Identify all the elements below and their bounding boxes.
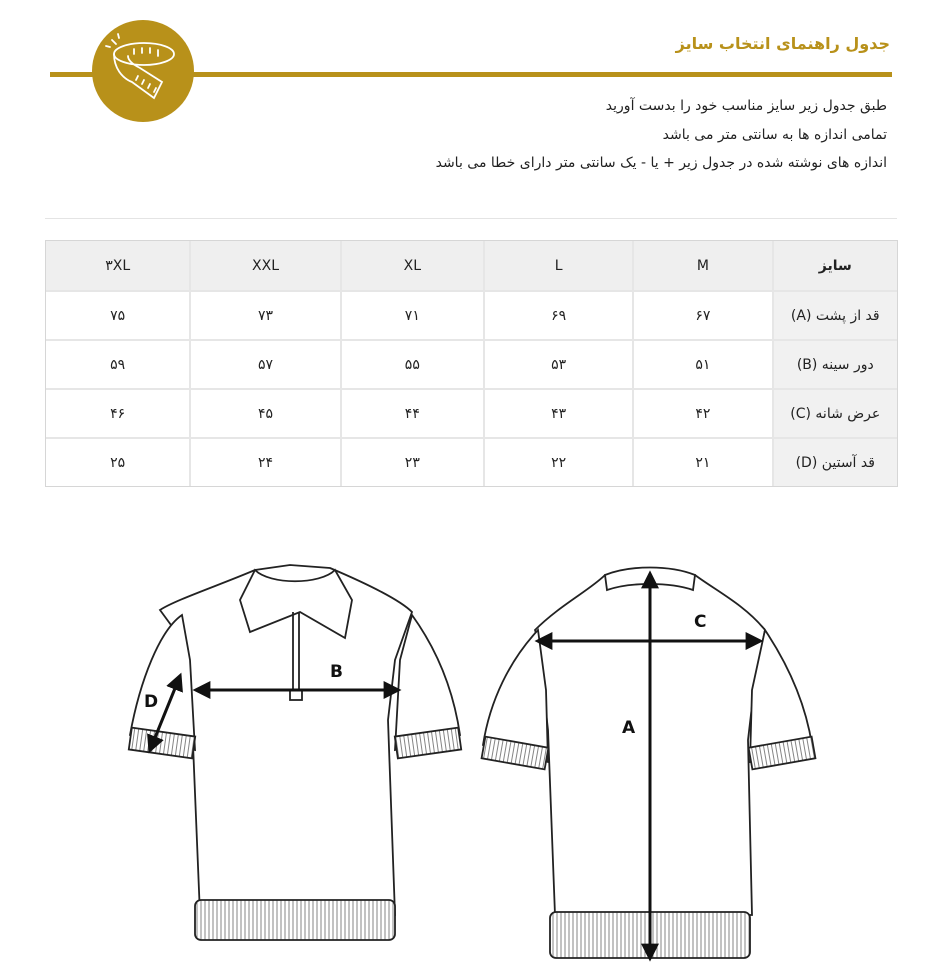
size-table <box>45 240 898 487</box>
note-line: اندازه های نوشته شده در جدول زیر + یا - یک سانتی متر دارای خطا می باشد <box>435 155 887 171</box>
page-title: جدول راهنمای انتخاب سایز <box>675 34 890 53</box>
table-cell: ۵۷ <box>189 341 339 390</box>
table-header-cell: M <box>632 241 771 292</box>
table-row <box>46 390 897 439</box>
table-cell: ۷۵ <box>46 292 189 341</box>
table-cell: ۵۱ <box>632 341 771 390</box>
table-row <box>46 292 897 341</box>
table-row-label: دور سینه (B) <box>772 341 897 390</box>
table-row-label: قد از پشت (A) <box>772 292 897 341</box>
label-b: B <box>330 662 343 682</box>
table-row-label: عرض شانه (C) <box>772 390 897 439</box>
table-header-cell: ۳XL <box>46 241 189 292</box>
table-cell: ۲۴ <box>189 439 339 486</box>
table-cell: ۲۳ <box>340 439 483 486</box>
table-row-label: قد آستین (D) <box>772 439 897 486</box>
table-cell: ۴۳ <box>483 390 632 439</box>
table-cell: ۲۵ <box>110 454 126 471</box>
table-cell: ۶۹ <box>483 292 632 341</box>
table-header-cell: L <box>483 241 632 292</box>
table-header-cell: XXL <box>189 241 339 292</box>
table-row <box>46 439 897 486</box>
table-cell: ۲۱ <box>632 439 771 486</box>
table-cell: ۷۱ <box>340 292 483 341</box>
shirt-diagram <box>0 540 942 971</box>
divider <box>45 218 897 219</box>
table-header-row <box>46 241 897 292</box>
table-cell: ۵۹ <box>46 341 189 390</box>
notes <box>436 92 887 178</box>
note-line: تمامی اندازه ها به سانتی متر می باشد <box>662 126 887 143</box>
label-d: D <box>144 692 159 712</box>
table-cell: ۴۶ <box>46 390 189 439</box>
table-header-cell: XL <box>340 241 483 292</box>
label-c: C <box>694 612 707 632</box>
table-row <box>46 341 897 390</box>
label-a: A <box>622 718 636 738</box>
table-cell: ۵۳ <box>483 341 632 390</box>
table-cell: ۲۲ <box>483 439 632 486</box>
table-cell: ۷۳ <box>189 292 339 341</box>
front-shirt <box>129 565 461 940</box>
table-cell: ۴۲ <box>632 390 771 439</box>
table-header-cell: سایز <box>772 241 897 292</box>
table-cell: ۴۵ <box>189 390 339 439</box>
measuring-tape-icon <box>92 20 194 122</box>
table-cell: ۴۴ <box>340 390 483 439</box>
table-cell: ۵۵ <box>340 341 483 390</box>
note-line: طبق جدول زیر سایز مناسب خود را بدست آورید <box>605 98 887 114</box>
table-cell: ۶۷ <box>632 292 771 341</box>
